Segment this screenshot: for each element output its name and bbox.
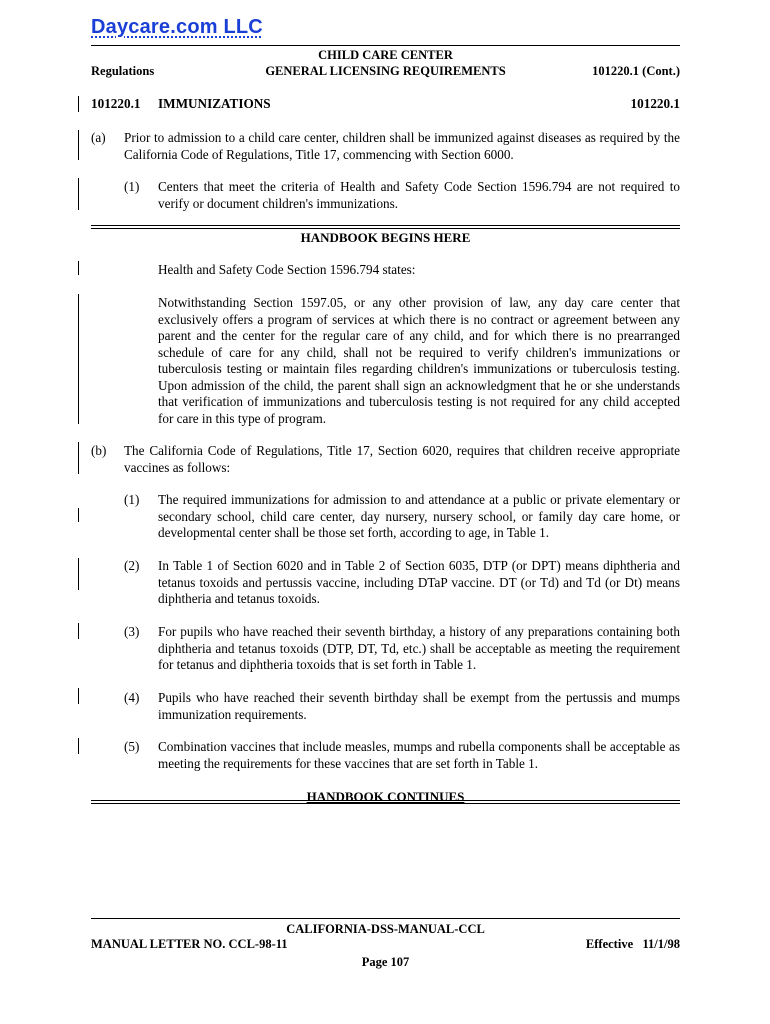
section-number-right: 101220.1 [630,96,680,111]
header-title-line2: GENERAL LICENSING REQUIREMENTS [265,64,506,78]
footer-manual-letter: MANUAL LETTER NO. CCL-98-11 [91,937,288,951]
para-a1-label: (1) [124,179,140,194]
company-logo: Daycare.com LLC [91,16,263,38]
section-title: IMMUNIZATIONS [158,96,271,111]
item-b1-label: (1) [124,492,140,507]
footer-manual-title: CALIFORNIA-DSS-MANUAL-CCL [286,922,485,936]
revision-bar [78,623,79,639]
header-left: Regulations [91,64,155,78]
handbook-quote: Notwithstanding Section 1597.05, or any other provision of law, any day care center that exclusively offers a program of services at which there is no contract or agreement between any parent and the center for the regular care of any child, and for which there is no prearranged schedule of care for any child, shall not be required to verify children's immunizations or tuberculosis testing or maintain files regarding children's immunizations or tuberculosis testing. Upon admission of the child, the parent shall sign an acknowledgment that he or she understands that verification of immunizations and tuberculosis testing is not required for any child accepted for care in this type of program. [158,295,680,426]
handbook-end-rule [91,800,680,804]
footer-rule [91,918,680,919]
item-b5-label: (5) [124,739,140,754]
header-rule [91,45,680,46]
item-b2-text: In Table 1 of Section 6020 and in Table 2 of Section 6035, DTP (or DPT) means diphtheria and tetanus toxoids and pertussis vaccine, including DTaP vaccine. DT (or Td) and Td (or Dt) means diphtheria and tetanus toxoids. [158,558,680,606]
revision-bar [78,442,79,474]
item-b1-text: The required immunizations for admission to and attendance at a public or private elementary or secondary school, child care center, day nursery, nursery school, or family day care home, or developmental center shall be those set forth, according to age, in Table 1. [158,492,680,540]
revision-bar [78,738,79,754]
handbook-intro: Health and Safety Code Section 1596.794 states: [158,262,416,277]
page-number: Page 107 [361,955,410,969]
header-title-line1: CHILD CARE CENTER [318,48,453,62]
item-b4-label: (4) [124,690,140,705]
para-a1-text: Centers that meet the criteria of Health and Safety Code Section 1596.794 are not required to verify or document children's immunizations. [158,179,680,211]
item-b5-text: Combination vaccines that include measles, mumps and rubella components shall be acceptable as meeting the requirements for these vaccines that are set forth in Table 1. [158,739,680,771]
footer-effective-date: Effective 11/1/98 [585,937,680,951]
header-section-ref: 101220.1 (Cont.) [592,64,680,78]
handbook-rule [91,225,680,229]
revision-bar [78,261,79,275]
para-b-label: (b) [91,443,107,458]
handbook-continues-text: HANDBOOK CONTINUES [306,789,465,804]
item-b3-label: (3) [124,624,140,639]
revision-bar [78,96,79,112]
revision-bar [78,508,79,522]
handbook-begins-heading: HANDBOOK BEGINS HERE [300,230,471,245]
revision-bar [78,688,79,704]
para-a-text: Prior to admission to a child care center, children shall be immunized against diseases as required by the California Code of Regulations, Title 17, commencing with Section 6000. [124,130,680,162]
section-number: 101220.1 [91,96,141,111]
revision-bar [78,558,79,590]
revision-bar [78,294,79,424]
item-b4-text: Pupils who have reached their seventh birthday shall be exempt from the pertussis and mumps immunization requirements. [158,690,680,722]
para-a-label: (a) [91,130,106,145]
item-b3-text: For pupils who have reached their seventh birthday, a history of any preparations containing both diphtheria and tetanus toxoids (DTP, DT, Td, etc.) shall be acceptable as meeting the requirement for tetanus and diphtheria toxoids that is set forth in Table 1. [158,624,680,672]
item-b2-label: (2) [124,558,140,573]
revision-bar [78,130,79,160]
revision-bar [78,178,79,210]
para-b-text: The California Code of Regulations, Title 17, Section 6020, requires that children receive appropriate vaccines as follows: [124,443,680,475]
